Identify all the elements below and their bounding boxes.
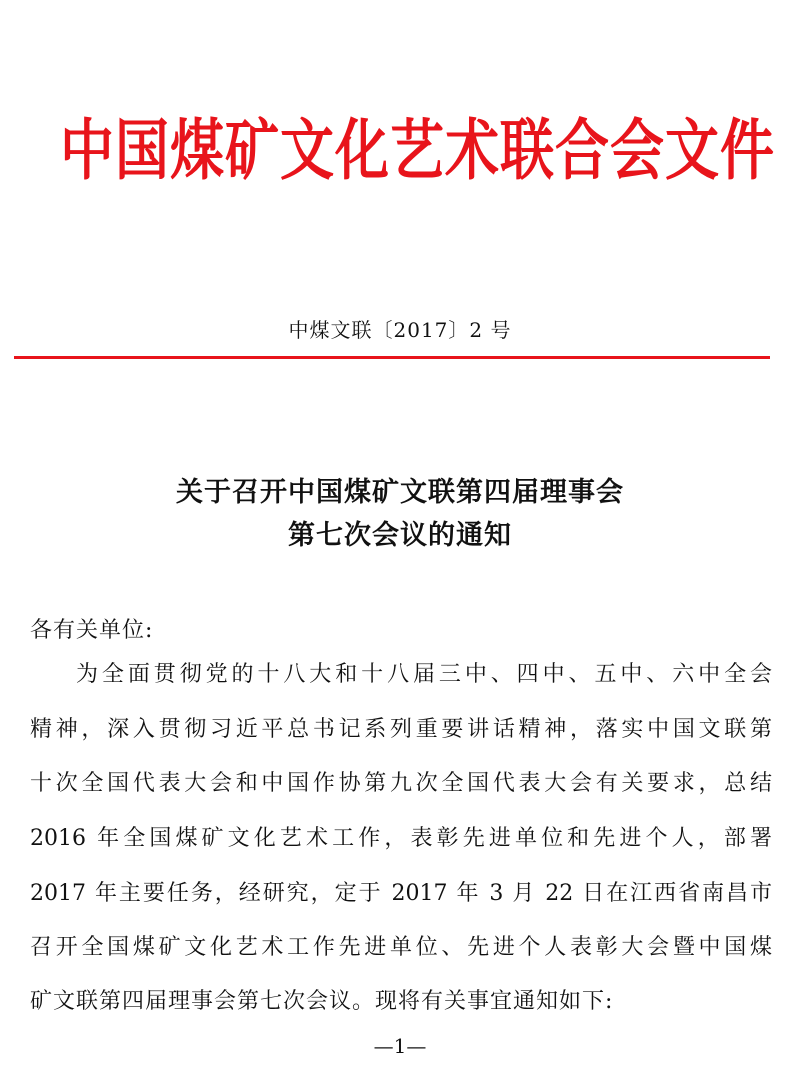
- salutation: 各有关单位:: [30, 618, 154, 643]
- masthead-title: 中国煤矿文化艺术联合会文件: [60, 112, 775, 189]
- body-line-2: 精神，深入贯彻习近平总书记系列重要讲话精神，落实中国文联第: [30, 717, 772, 742]
- body-line-6: 召开全国煤矿文化艺术工作先进单位、先进个人表彰大会暨中国煤: [30, 935, 772, 960]
- notice-title-line-2: 第七次会议的通知: [288, 520, 512, 551]
- notice-title-line-1: 关于召开中国煤矿文联第四届理事会: [176, 477, 624, 508]
- body-line-1: 为全面贯彻党的十八大和十八届三中、四中、五中、六中全会: [76, 662, 772, 687]
- red-separator-rule: [14, 356, 770, 359]
- document-number: 中煤文联〔2017〕2 号: [288, 318, 512, 342]
- body-line-4: 2016 年全国煤矿文化艺术工作，表彰先进单位和先进个人，部署: [30, 826, 772, 851]
- body-line-7: 矿文联第四届理事会第七次会议。现将有关事宜通知如下:: [30, 989, 614, 1014]
- body-line-3: 十次全国代表大会和中国作协第九次全国代表大会有关要求，总结: [30, 771, 772, 796]
- body-line-5: 2017 年主要任务，经研究，定于 2017 年 3 月 22 日在江西省南昌市: [30, 881, 772, 906]
- page-number: —1—: [373, 1034, 427, 1058]
